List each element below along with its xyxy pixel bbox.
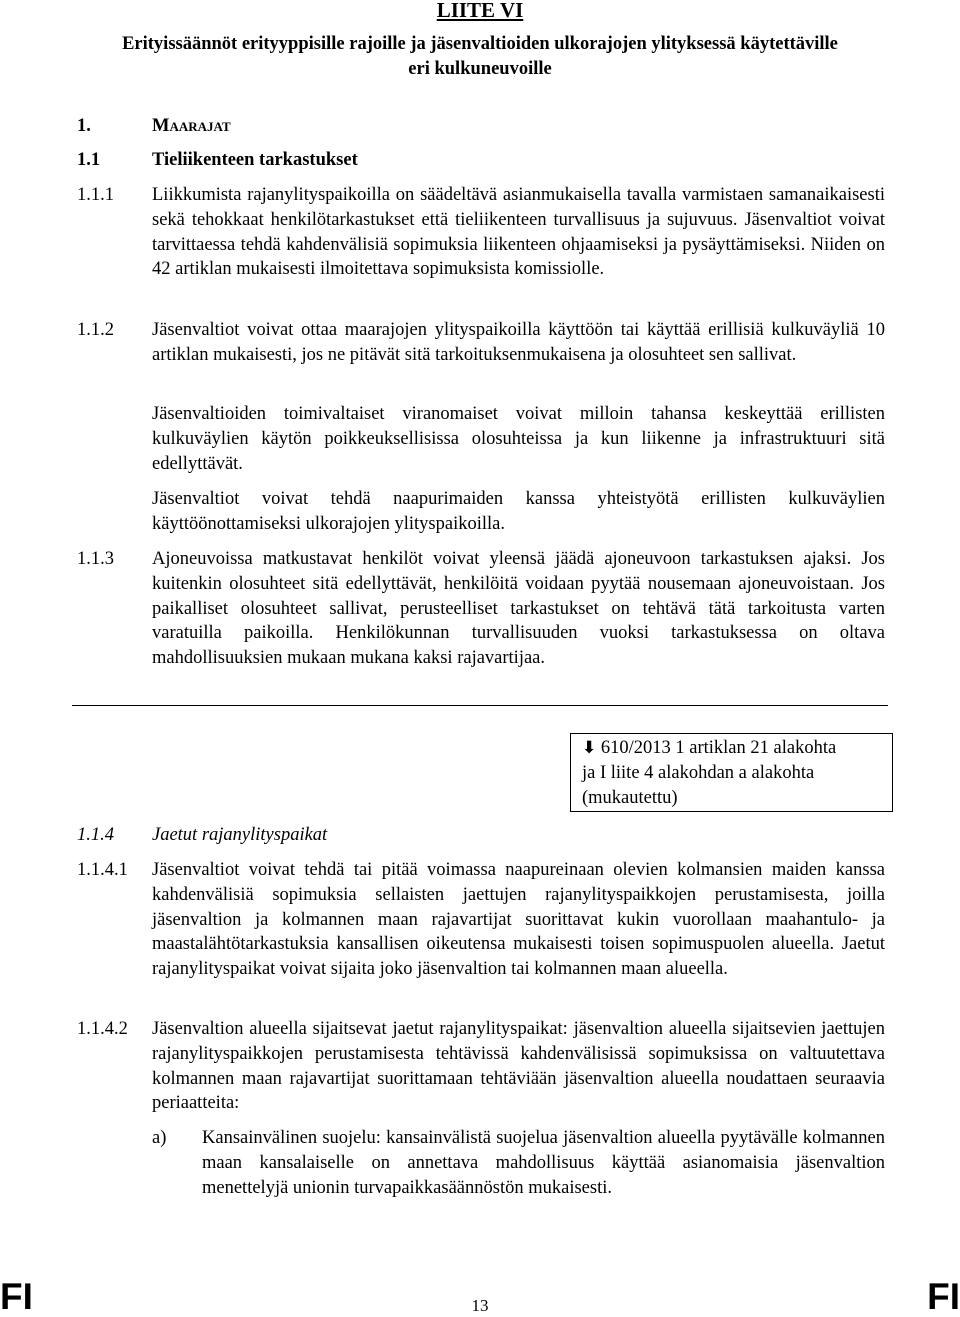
section-title: Maarajat <box>152 116 231 136</box>
section-number: 1. <box>77 116 91 136</box>
footer-language-right: FI <box>927 1276 960 1317</box>
list-item-marker: a) <box>152 1128 167 1148</box>
paragraph-number: 1.1.4.1 <box>77 860 128 880</box>
paragraph-text: Jäsenvaltiot voivat tehdä tai pitää voimassa naapureinaan olevien kolmansien maiden kanssa kahdenvälisiä sopimuksia sellaisten jaettujen rajanylityspaikkojen perustamisesta, joilla jäsenvaltion ja kolmannen maan rajavartijat suorittavat kukin vuorollaan maahantulo- ja maastalähtötarkastuksia kansallisen oikeutensa mukaisesti toisen sopimuspuolen alueella. Jaetut rajanylityspaikat voivat sijaita joko jäsenvaltion tai kolmannen maan alueella. <box>152 860 885 980</box>
paragraph-text: Jäsenvaltioiden toimivaltaiset viranomaiset voivat milloin tahansa keskeyttää erillisten kulkuväylien käytön poikkeuksellisissa olosuhteissa ja kun liikenne ja infrastruktuuri sitä edellyttävät. <box>152 404 885 474</box>
document-title: Erityissäännöt erityyppisille rajoille ja jäsenvaltioiden ulkorajojen ylityksessä käytettäville eri kulkuneuvoille <box>122 34 838 79</box>
section-number: 1.1.4 <box>77 825 114 845</box>
paragraph-number: 1.1.1 <box>77 185 114 205</box>
amendment-reference-box: ⬇ 610/2013 1 artiklan 21 alakohta ja I liite 4 alakohdan a alakohta (mukautettu) <box>570 733 893 812</box>
annex-title: LIITE VI <box>436 0 524 22</box>
paragraph-text: Jäsenvaltiot voivat ottaa maarajojen ylityspaikoilla käyttöön tai käyttää erillisiä kulkuväyliä 10 artiklan mukaisesti, jos ne pitävät sitä tarkoituksenmukaisena ja olosuhteet sen sallivat. <box>152 320 885 365</box>
paragraph-text: Ajoneuvoissa matkustavat henkilöt voivat yleensä jäädä ajoneuvoon tarkastuksen ajaksi. Jos kuitenkin olosuhteet sitä edellyttävät, henkilöitä voidaan pyytää nousemaan ajoneuvoistaan. Jos paikalliset olosuhteet sallivat, perusteelliset tarkastukset on tehtävä tätä tarkoitusta varten varatuilla paikoilla. Henkilökunnan turvallisuuden vuoksi tarkastuksessa on oltava mahdollisuuksien mukaan mukana kaksi rajavartijaa. <box>152 549 885 669</box>
divider <box>72 705 888 706</box>
subsection-title: Tieliikenteen tarkastukset <box>152 150 358 170</box>
paragraph-number: 1.1.3 <box>77 549 114 569</box>
subsection-number: 1.1 <box>77 150 101 170</box>
section-title: Jaetut rajanylityspaikat <box>152 825 328 845</box>
paragraph-text: Jäsenvaltiot voivat tehdä naapurimaiden kanssa yhteistyötä erillisten kulkuväylien käyttöönottamiseksi ulkorajojen ylityspaikoilla. <box>152 489 885 534</box>
paragraph-text: Liikkumista rajanylityspaikoilla on säädeltävä asianmukaisella tavalla varmistaen samanaikaisesti sekä tehokkaat henkilötarkastukset että tieliikenteen turvallisuus ja sujuvuus. Jäsenvaltiot voivat tarvittaessa tehdä kahdenvälisiä sopimuksia liikenteen ohjaamiseksi ja pysäyttämiseksi. Niiden on 42 artiklan mukaisesti ilmoitettava sopimuksista komissiolle. <box>152 185 885 280</box>
arrow-down-icon: ⬇ <box>582 738 597 758</box>
paragraph-number: 1.1.4.2 <box>77 1019 128 1039</box>
paragraph-number: 1.1.2 <box>77 320 114 340</box>
page-number: 13 <box>471 1296 489 1315</box>
footer-language-left: FI <box>0 1276 33 1317</box>
paragraph-text: Jäsenvaltion alueella sijaitsevat jaetut rajanylityspaikat: jäsenvaltion alueella sijaitsevien jaettujen rajanylityspaikkojen perustamisesta tehtävissä kahdenvälisissä sopimuksissa on valtuutettava kolmannen maan rajavartijat suorittamaan tehtäviään jäsenvaltion alueella noudattaen seuraavia periaatteita: <box>152 1019 885 1114</box>
list-item-text: Kansainvälinen suojelu: kansainvälistä suojelua jäsenvaltion alueella pyytävälle kolmannen maan kansalaiselle on annettava mahdollisuus käyttää asianomaisia jäsenvaltion menettelyjä unionin turvapaikkasäännöstön mukaisesti. <box>202 1128 885 1198</box>
